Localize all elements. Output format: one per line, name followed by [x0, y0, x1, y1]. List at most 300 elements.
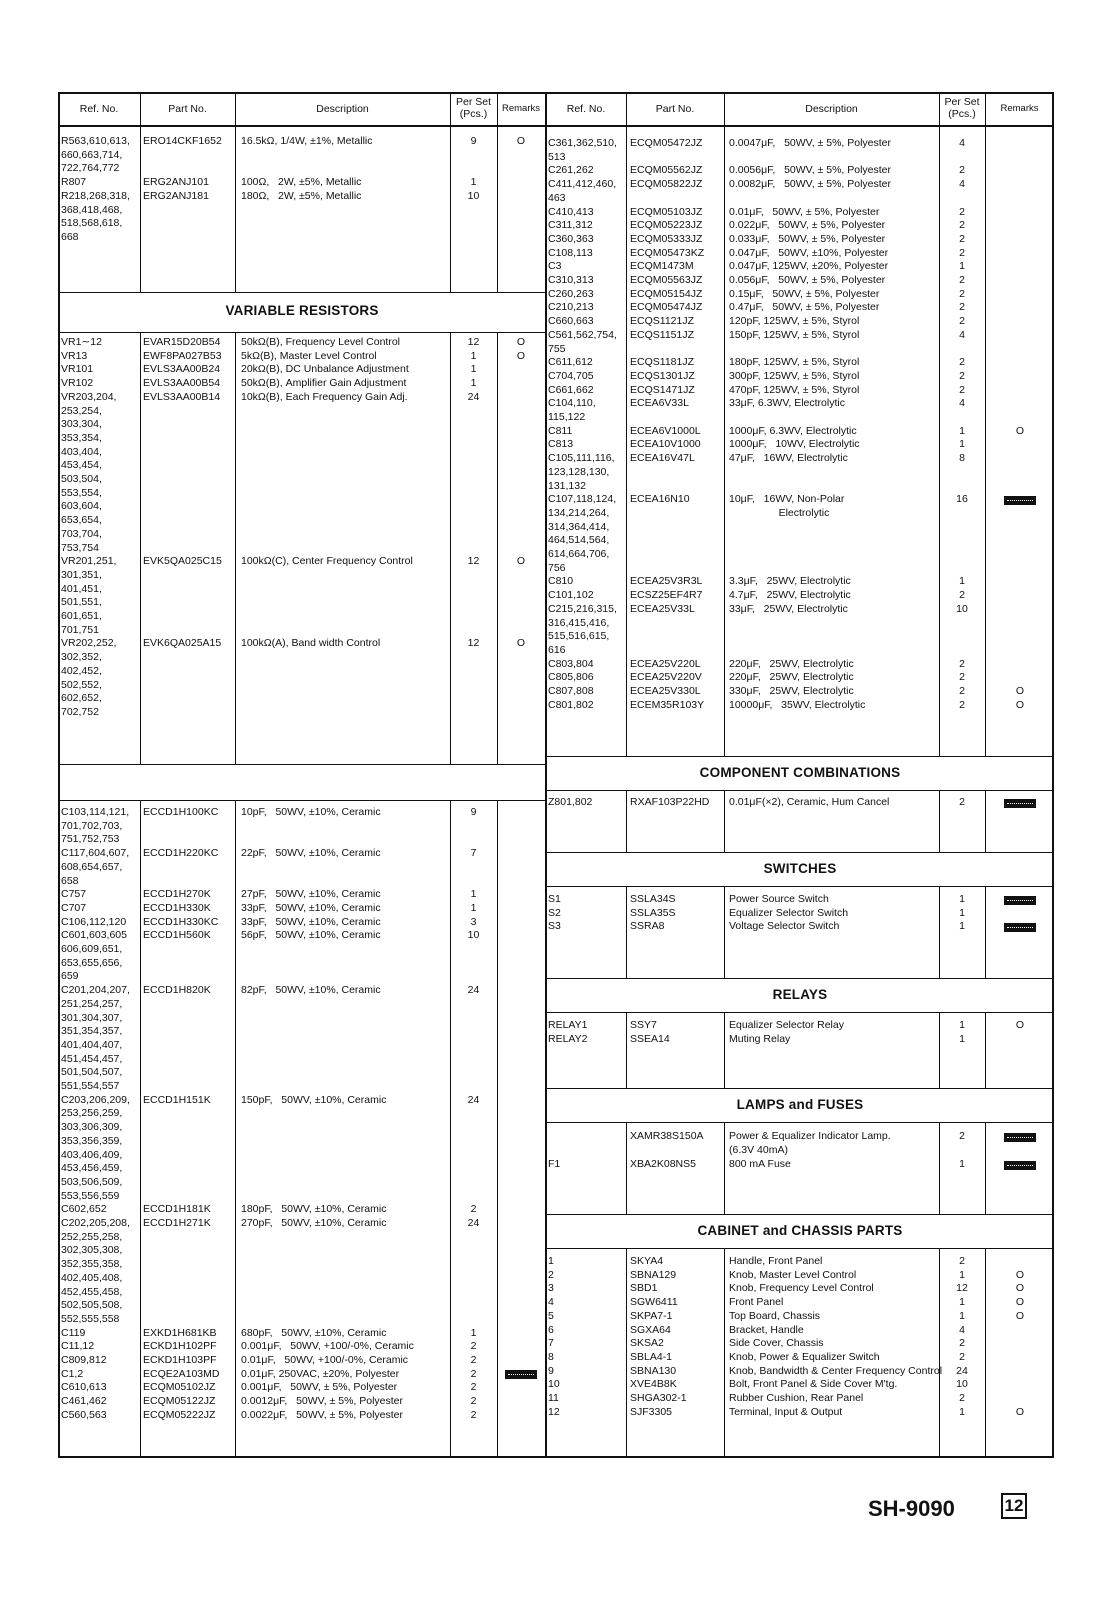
- cap-row-ref: C560,563: [61, 1408, 107, 1421]
- cap-row-right-remark: O: [1015, 698, 1025, 711]
- cap-row-right-part: ECQS1121JZ: [630, 315, 694, 328]
- switch-row-part: SSRA8: [630, 920, 665, 933]
- cap-row-right-part: ECEA25V3R3L: [630, 575, 703, 588]
- cabinet-row-desc: Bracket, Handle: [729, 1323, 804, 1336]
- cap-row-safety-mark: [497, 1369, 545, 1383]
- cap-row-right-desc: 0.0082μF, 50WV, ± 5%, Polyester: [729, 178, 892, 191]
- cap-row-ref: C203,206,209, 253,256,259, 303,306,309, 353,356,359, 403,406,409, 453,456,459, 503,506,509, 553,556,559: [61, 1093, 130, 1202]
- vr-row-ref: VR1∼12: [61, 336, 102, 348]
- cap-row-right-desc: 330μF, 25WV, Electrolytic: [729, 685, 854, 697]
- vr-row-desc: 20kΩ(B), DC Unbalance Adjustment: [241, 363, 409, 376]
- cabinet-row-part: XVE4B8K: [630, 1378, 677, 1391]
- vr-row-qty: 12: [467, 637, 480, 650]
- cabinet-row-desc: Side Cover, Chassis: [729, 1337, 824, 1350]
- vr-row-qty: 24: [467, 390, 480, 403]
- cap-row-qty: 1: [470, 1326, 477, 1339]
- combo-row-safety-mark: [988, 797, 1052, 811]
- header-remarks: Remarks: [501, 103, 540, 114]
- cap-row-right-qty: 2: [959, 369, 965, 382]
- cabinet-row-qty: 1: [959, 1296, 965, 1309]
- cap-row-right-qty: 2: [959, 246, 965, 259]
- header-description: Description: [316, 103, 369, 115]
- lamp-row-safety-mark: [988, 1131, 1052, 1145]
- cap-row-right-desc: 0.01μF, 50WV, ± 5%, Polyester: [729, 205, 880, 218]
- vr-row-ref: VR102: [61, 377, 94, 390]
- vr-row-ref: VR101: [61, 363, 94, 376]
- vr-row-qty: 1: [470, 377, 477, 390]
- cabinet-row-qty: 1: [959, 1309, 965, 1322]
- cap-row-desc: 56pF, 50WV, ±10%, Ceramic: [241, 929, 381, 942]
- cap-row-right-desc: 470pF, 125WV, ± 5%, Styrol: [729, 383, 860, 396]
- switch-row-safety-mark: [988, 921, 1052, 935]
- lamp-row-desc: Power & Equalizer Indicator Lamp. (6.3V 40mA): [729, 1130, 891, 1156]
- cap-row-qty: 10: [467, 929, 480, 942]
- cabinet-row-desc: Terminal, Input & Output: [729, 1405, 843, 1418]
- cap-row-part: ECCD1H330KC: [143, 915, 219, 928]
- header-ref-no: Ref. No.: [79, 103, 119, 115]
- cap-row-desc: 0.001μF, 50WV, +100/-0%, Ceramic: [241, 1340, 414, 1353]
- cap-row-right-ref: C805,806: [548, 671, 594, 684]
- resistor-row-desc: 180Ω, 2W, ±5%, Metallic: [241, 189, 362, 202]
- cap-row-right-remark: O: [1015, 685, 1025, 697]
- cabinet-row-ref: 11: [548, 1392, 559, 1404]
- cap-row-part: ECCD1H270K: [143, 888, 211, 901]
- switch-row-ref: S2: [548, 906, 561, 919]
- cap-row-ref: C202,205,208, 252,255,258, 302,305,308, 352,355,358, 402,405,408, 452,455,458, 502,505,508, 552,555,558: [61, 1217, 130, 1325]
- safety-mark-icon: [1004, 496, 1036, 505]
- cabinet-row-desc: Knob, Bandwidth & Center Frequency Control: [729, 1364, 943, 1377]
- cabinet-row-ref: 9: [548, 1364, 554, 1377]
- switch-row-qty: 1: [959, 906, 965, 919]
- cap-row-right-qty: 2: [959, 205, 965, 218]
- header-per-set: Per Set (Pcs.): [455, 96, 492, 120]
- lamp-row-part: XAMR38S150A: [630, 1130, 704, 1142]
- cap-row-part: ECQE2A103MD: [143, 1367, 220, 1380]
- cap-row-right-desc: 47μF, 16WV, Electrolytic: [729, 452, 848, 465]
- cap-row-qty: 1: [470, 901, 477, 914]
- cap-row-right-part: ECQM05472JZ: [630, 137, 703, 149]
- cap-row-qty: 2: [470, 1354, 477, 1366]
- cabinet-row-ref: 12: [548, 1405, 560, 1418]
- resistor-row-qty: 9: [470, 135, 477, 147]
- cap-row-right-desc: 220μF, 25WV, Electrolytic: [729, 671, 854, 684]
- vr-row-ref: VR13: [61, 349, 88, 362]
- resistor-row-ref: R218,268,318, 368,418,468, 518,568,618, 668: [61, 189, 130, 243]
- cap-row-right-ref: C661,662: [548, 383, 594, 396]
- cap-row-right-part: ECEA6V33L: [630, 397, 689, 410]
- cabinet-row-desc: Knob, Frequency Level Control: [729, 1282, 874, 1295]
- cap-row-desc: 0.0022μF, 50WV, ± 5%, Polyester: [241, 1408, 404, 1421]
- resistor-row-ref: R807: [61, 176, 87, 189]
- cap-row-qty: 24: [467, 984, 480, 997]
- resistor-row-qty: 10: [467, 189, 480, 202]
- model-number: SH-9090: [868, 1496, 955, 1521]
- vr-row-remark: O: [516, 349, 526, 362]
- cabinet-row-desc: Bolt, Front Panel & Side Cover M'tg.: [729, 1378, 898, 1391]
- cap-row-part: ECCD1H330K: [143, 901, 211, 914]
- vr-row-qty: 1: [470, 363, 477, 376]
- switch-row-desc: Power Source Switch: [729, 893, 829, 905]
- cabinet-row-qty: 2: [959, 1337, 965, 1350]
- cap-row-qty: 7: [470, 847, 477, 860]
- cap-row-ref: C106,112,120: [61, 915, 127, 928]
- cap-row-right-ref: C810: [548, 575, 574, 588]
- cap-row-right-qty: 2: [959, 301, 965, 314]
- cap-row-part: ECQM05102JZ: [143, 1381, 216, 1394]
- cap-row-right-desc: 150pF, 125WV, ± 5%, Styrol: [729, 328, 860, 341]
- cap-row-desc: 82pF, 50WV, ±10%, Ceramic: [241, 984, 381, 997]
- fuse-row-ref: F1: [548, 1158, 561, 1170]
- cap-row-right-part: ECQM05103JZ: [630, 205, 703, 218]
- cap-row-right-desc: 0.047μF, 50WV, ±10%, Polyester: [729, 246, 889, 259]
- vr-row-ref: VR201,251, 301,351, 401,451, 501,551, 601,651, 701,751: [61, 555, 117, 636]
- vr-row-qty: 1: [470, 349, 477, 362]
- header-ref-no-right: Ref. No.: [566, 103, 606, 115]
- cap-row-ref: C610,613: [61, 1381, 107, 1394]
- cap-row-qty: 2: [470, 1367, 477, 1380]
- cap-row-right-qty: 2: [959, 356, 965, 369]
- cap-row-right-desc: 0.033μF, 50WV, ± 5%, Polyester: [729, 232, 886, 245]
- cap-row-ref: C103,114,121, 701,702,703, 751,752,753: [61, 806, 130, 846]
- cap-row-right-desc: 300pF, 125WV, ± 5%, Styrol: [729, 369, 860, 382]
- cabinet-row-qty: 12: [956, 1282, 968, 1295]
- cabinet-row-part: SKSA2: [630, 1337, 664, 1350]
- switches-title: SWITCHES: [763, 861, 837, 876]
- cap-row-qty: 2: [470, 1395, 477, 1408]
- cabinet-row-part: SBLA4-1: [630, 1350, 673, 1363]
- cap-row-right-ref: C215,216,315, 316,415,416, 515,516,615, 616: [548, 602, 617, 656]
- cap-row-right-qty: 2: [959, 383, 965, 396]
- cap-row-desc: 180pF, 50WV, ±10%, Ceramic: [241, 1203, 387, 1216]
- cabinet-row-qty: 10: [956, 1378, 968, 1391]
- cap-row-right-qty: 2: [959, 698, 965, 711]
- cap-row-right-part: ECQM05822JZ: [630, 178, 703, 191]
- cap-row-part: ECQM05122JZ: [143, 1395, 216, 1408]
- cap-row-ref: C461,462: [61, 1395, 107, 1408]
- cap-row-right-qty: 16: [956, 493, 968, 506]
- cabinet-row-qty: 2: [959, 1255, 965, 1267]
- vr-row-remark: O: [516, 336, 526, 348]
- vr-row-desc: 50kΩ(B), Frequency Level Control: [241, 336, 401, 348]
- relay-row-desc: Equalizer Selector Relay: [729, 1019, 844, 1031]
- cap-row-right-part: ECSZ25EF4R7: [630, 589, 703, 602]
- cap-row-ref: C11,12: [61, 1340, 95, 1353]
- cap-row-qty: 2: [470, 1381, 477, 1394]
- cabinet-row-qty: 24: [956, 1364, 968, 1377]
- cabinet-row-desc: Top Board, Chassis: [729, 1309, 821, 1322]
- cap-row-right-ref: C813: [548, 438, 574, 451]
- combo-row-part: RXAF103P22HD: [630, 796, 710, 808]
- cap-row-part: ECCD1H151K: [143, 1093, 211, 1106]
- cap-row-right-qty: 2: [959, 315, 965, 328]
- cabinet-row-qty: 2: [959, 1392, 965, 1404]
- cap-row-right-ref: C611,612: [548, 356, 593, 369]
- cap-row-ref: C707: [61, 901, 87, 914]
- cap-row-right-qty: 4: [959, 328, 965, 341]
- cabinet-row-part: SGW6411: [630, 1296, 678, 1309]
- cap-row-right-qty: 10: [956, 602, 968, 615]
- switch-row-desc: Voltage Selector Switch: [729, 920, 840, 933]
- fuse-row-part: XBA2K08NS5: [630, 1158, 696, 1170]
- cap-row-right-desc: 4.7μF, 25WV, Electrolytic: [729, 589, 851, 602]
- header-divider: [58, 125, 1054, 127]
- safety-mark-icon: [1004, 1133, 1036, 1142]
- safety-mark-icon: [1004, 923, 1036, 932]
- cap-row-right-qty: 1: [959, 260, 965, 273]
- relay-row-qty: 1: [959, 1032, 965, 1045]
- cabinet-row-ref: 4: [548, 1296, 554, 1309]
- cap-row-right-ref: C101,102: [548, 589, 594, 602]
- relays-title: RELAYS: [772, 987, 828, 1002]
- safety-mark-icon: [1004, 799, 1036, 808]
- vr-row-part: EVAR15D20B54: [143, 336, 221, 348]
- cap-row-right-ref: C108,113: [548, 246, 593, 259]
- relay-row-desc: Muting Relay: [729, 1032, 791, 1045]
- cap-row-right-ref: C261,262: [548, 164, 594, 177]
- cap-row-right-remark: O: [1015, 424, 1025, 437]
- combo-row-qty: 2: [959, 796, 965, 808]
- cap-row-part: ECCD1H220KC: [143, 847, 219, 860]
- combo-row-desc: 0.01μF(×2), Ceramic, Hum Cancel: [729, 796, 890, 808]
- cap-row-right-ref: C660,663: [548, 315, 594, 328]
- cap-row-right-desc: 0.15μF, 50WV, ± 5%, Polyester: [729, 287, 880, 300]
- lamps-fuses-title: LAMPS and FUSES: [736, 1097, 864, 1112]
- cap-row-right-desc: 180pF, 125WV, ± 5%, Styrol: [729, 356, 860, 369]
- combo-row-ref: Z801,802: [548, 796, 593, 808]
- cabinet-row-remark: O: [1015, 1282, 1025, 1295]
- cap-row-right-desc: 120pF, 125WV, ± 5%, Styrol: [729, 315, 860, 328]
- cabinet-row-qty: 1: [959, 1405, 965, 1418]
- vr-row-part: EVLS3AA00B24: [143, 363, 221, 376]
- cap-row-right-safety-mark: [988, 494, 1052, 508]
- cap-row-right-ref: C561,562,754, 755: [548, 328, 617, 355]
- cabinet-row-ref: 1: [548, 1255, 554, 1267]
- cap-row-right-qty: 2: [959, 274, 965, 286]
- relay-row-part: SSEA14: [630, 1032, 670, 1045]
- cap-row-ref: C809,812: [61, 1354, 107, 1366]
- cap-row-right-ref: C311,312: [548, 219, 593, 232]
- cabinet-row-desc: Handle, Front Panel: [729, 1255, 823, 1267]
- cap-row-right-qty: 1: [959, 575, 965, 588]
- cap-row-right-part: ECEA16V47L: [630, 452, 695, 465]
- switch-row-qty: 1: [959, 893, 965, 905]
- vr-row-desc: 10kΩ(B), Each Frequency Gain Adj.: [241, 390, 408, 403]
- cap-row-right-desc: 1000μF, 10WV, Electrolytic: [729, 438, 860, 451]
- cap-row-right-part: ECQM1473M: [630, 260, 694, 273]
- cap-row-right-qty: 4: [959, 397, 965, 410]
- page-number: 12: [1001, 1493, 1027, 1519]
- cabinet-row-desc: Rubber Cushion, Rear Panel: [729, 1392, 864, 1404]
- cap-row-right-desc: 0.047μF, 125WV, ±20%, Polyester: [729, 260, 889, 273]
- header-remarks-right: Remarks: [1000, 103, 1039, 114]
- cap-row-right-ref: C310,313: [548, 274, 594, 286]
- cabinet-row-remark: O: [1015, 1309, 1025, 1322]
- safety-mark-icon: [1004, 896, 1036, 905]
- header-description-right: Description: [805, 103, 858, 115]
- cap-row-right-qty: 2: [959, 219, 965, 232]
- cap-row-right-qty: 8: [959, 452, 965, 465]
- cap-row-right-desc: 0.47μF, 50WV, ± 5%, Polyester: [729, 301, 880, 314]
- cabinet-row-desc: Knob, Power & Equalizer Switch: [729, 1350, 880, 1363]
- cap-row-right-part: ECQM05563JZ: [630, 274, 703, 286]
- vr-row-qty: 12: [467, 336, 480, 348]
- cabinet-row-part: SGXA64: [630, 1323, 671, 1336]
- vr-row-remark: O: [516, 637, 526, 650]
- switch-row-part: SSLA35S: [630, 906, 676, 919]
- vr-row-part: EVLS3AA00B54: [143, 377, 221, 390]
- vr-row-desc: 5kΩ(B), Master Level Control: [241, 349, 377, 362]
- cap-row-right-desc: 33μF, 25WV, Electrolytic: [729, 602, 848, 615]
- cap-row-right-desc: 0.056μF, 50WV, ± 5%, Polyester: [729, 274, 886, 286]
- cap-row-ref: C601,603,605 606,609,651, 653,655,656, 659: [61, 929, 127, 983]
- cabinet-row-ref: 8: [548, 1350, 554, 1363]
- cap-row-right-part: ECEA16N10: [630, 493, 690, 506]
- cap-row-right-part: ECEM35R103Y: [630, 698, 705, 711]
- switch-row-desc: Equalizer Selector Switch: [729, 906, 849, 919]
- header-part-no-right: Part No.: [655, 103, 695, 115]
- cap-row-right-desc: 0.022μF, 50WV, ± 5%, Polyester: [729, 219, 886, 232]
- cap-row-right-qty: 2: [959, 657, 965, 670]
- cap-row-ref: C201,204,207, 251,254,257, 301,304,307, 351,354,357, 401,404,407, 451,454,457, 501,504,507, 551,554,557: [61, 984, 130, 1093]
- cap-row-right-part: ECEA25V220L: [630, 657, 701, 670]
- cap-row-right-ref: C360,363: [548, 232, 594, 245]
- cabinet-row-remark: O: [1015, 1296, 1025, 1309]
- cap-row-right-part: ECEA25V33L: [630, 602, 695, 615]
- cap-row-right-ref: C410,413: [548, 205, 594, 218]
- cap-row-qty: 24: [467, 1217, 480, 1229]
- cap-row-desc: 0.0012μF, 50WV, ± 5%, Polyester: [241, 1395, 404, 1408]
- cap-row-right-desc: 220μF, 25WV, Electrolytic: [729, 657, 854, 670]
- cap-row-right-part: ECQM05473KZ: [630, 246, 705, 259]
- cap-row-right-part: ECQM05154JZ: [630, 287, 703, 300]
- cap-row-part: ECCD1H271K: [143, 1217, 211, 1229]
- cap-row-right-desc: 10μF, 16WV, Non-Polar Electrolytic: [729, 493, 845, 519]
- cap-row-right-ref: C704,705: [548, 369, 594, 382]
- cabinet-row-ref: 3: [548, 1282, 554, 1295]
- cap-row-desc: 270pF, 50WV, ±10%, Ceramic: [241, 1217, 387, 1229]
- cap-row-right-ref: C803,804: [548, 657, 594, 670]
- cap-row-desc: 0.01μF, 50WV, +100/-0%, Ceramic: [241, 1354, 409, 1366]
- cabinet-chassis-title: CABINET and CHASSIS PARTS: [697, 1223, 903, 1238]
- cabinet-row-ref: 10: [548, 1378, 560, 1391]
- cap-row-right-part: ECQS1301JZ: [630, 369, 695, 382]
- cap-row-desc: 22pF, 50WV, ±10%, Ceramic: [241, 847, 381, 860]
- cap-row-right-part: ECQS1151JZ: [630, 328, 694, 341]
- cabinet-row-qty: 2: [959, 1350, 965, 1363]
- cap-row-desc: 33pF, 50WV, ±10%, Ceramic: [241, 915, 381, 928]
- cap-row-qty: 24: [467, 1093, 480, 1106]
- cap-row-right-ref: C260,263: [548, 287, 594, 300]
- cabinet-row-remark: O: [1015, 1405, 1025, 1418]
- vr-row-ref: VR202,252, 302,352, 402,452, 502,552, 602,652, 702,752: [61, 637, 117, 718]
- fuse-row-safety-mark: [988, 1159, 1052, 1173]
- cap-row-right-ref: C801,802: [548, 698, 594, 711]
- cabinet-row-ref: 6: [548, 1323, 554, 1336]
- resistor-row-desc: 100Ω, 2W, ±5%, Metallic: [241, 176, 362, 189]
- cap-row-right-part: ECQM05223JZ: [630, 219, 703, 232]
- header-part-no: Part No.: [168, 103, 207, 115]
- cap-row-right-qty: 2: [959, 685, 965, 697]
- cap-row-qty: 2: [470, 1203, 477, 1216]
- cap-row-part: ECKD1H102PF: [143, 1340, 217, 1353]
- safety-mark-icon: [1004, 1161, 1036, 1170]
- cabinet-row-ref: 2: [548, 1268, 554, 1281]
- switch-row-ref: S1: [548, 893, 561, 905]
- cap-row-qty: 2: [470, 1340, 477, 1353]
- relay-row-ref: RELAY2: [548, 1032, 588, 1045]
- resistor-row-part: ERG2ANJ181: [143, 189, 209, 202]
- switch-row-qty: 1: [959, 920, 965, 933]
- relay-row-ref: RELAY1: [548, 1019, 588, 1031]
- cabinet-row-part: SJF3305: [630, 1405, 673, 1418]
- vr-row-ref: VR203,204, 253,254, 303,304, 353,354, 403,404, 453,454, 503,504, 553,554, 603,604, 653,654, 703,704, 753,754: [61, 390, 117, 554]
- cap-row-right-ref: C811: [548, 424, 573, 437]
- relay-row-part: SSY7: [630, 1019, 657, 1031]
- cap-row-desc: 0.01μF, 250VAC, ±20%, Polyester: [241, 1367, 400, 1380]
- cap-row-ref: C117,604,607, 608,654,657, 658: [61, 847, 130, 887]
- cap-row-right-part: ECEA10V1000: [630, 438, 701, 451]
- cap-row-right-qty: 1: [959, 438, 965, 451]
- cabinet-row-remark: O: [1015, 1268, 1025, 1281]
- cap-row-right-qty: 1: [959, 424, 965, 437]
- cap-row-right-desc: 33μF, 6.3WV, Electrolytic: [729, 397, 845, 410]
- switch-row-ref: S3: [548, 920, 561, 933]
- cap-row-part: EXKD1H681KB: [143, 1326, 217, 1339]
- cap-row-right-part: ECEA25V220V: [630, 671, 702, 684]
- cap-row-desc: 33pF, 50WV, ±10%, Ceramic: [241, 901, 381, 914]
- cap-row-right-ref: C107,118,124, 134,214,264, 314,364,414, 464,514,564, 614,664,706, 756: [548, 493, 617, 574]
- cap-row-part: ECKD1H103PF: [143, 1354, 217, 1366]
- vr-row-qty: 12: [467, 555, 480, 568]
- cap-row-right-part: ECQM05474JZ: [630, 301, 703, 314]
- cap-row-desc: 10pF, 50WV, ±10%, Ceramic: [241, 806, 381, 818]
- cap-row-right-ref: C361,362,510, 513: [548, 137, 617, 163]
- vr-row-remark: O: [516, 555, 526, 568]
- cap-row-right-part: ECEA25V330L: [630, 685, 701, 697]
- safety-mark-icon: [505, 1370, 537, 1379]
- cabinet-row-part: SHGA302-1: [630, 1392, 687, 1404]
- relay-row-remark: O: [1015, 1019, 1025, 1031]
- vr-row-desc: 50kΩ(B), Amplifier Gain Adjustment: [241, 377, 407, 390]
- fuse-row-qty: 1: [959, 1158, 965, 1170]
- fuse-row-desc: 800 mA Fuse: [729, 1158, 791, 1170]
- cap-row-qty: 3: [470, 915, 477, 928]
- cabinet-row-qty: 4: [959, 1323, 965, 1336]
- cap-row-right-qty: 2: [959, 671, 965, 684]
- cap-row-right-part: ECQS1181JZ: [630, 356, 694, 369]
- resistor-row-ref: R563,610,613, 660,663,714, 722,764,772: [61, 135, 130, 175]
- cap-row-desc: 27pF, 50WV, ±10%, Ceramic: [241, 888, 381, 901]
- cabinet-row-part: SBD1: [630, 1282, 658, 1295]
- cap-row-right-part: ECQM05333JZ: [630, 232, 703, 245]
- cap-row-ref: C1,2: [61, 1367, 84, 1380]
- cap-row-part: ECCD1H560K: [143, 929, 211, 942]
- vr-row-desc: 100kΩ(C), Center Frequency Control: [241, 555, 413, 568]
- cap-row-right-part: ECQS1471JZ: [630, 383, 695, 396]
- resistor-row-part: ERG2ANJ101: [143, 176, 209, 189]
- component-combinations-title: COMPONENT COMBINATIONS: [699, 765, 901, 780]
- cap-row-right-desc: 0.0047μF, 50WV, ± 5%, Polyester: [729, 137, 892, 149]
- vr-row-part: EWF8PA027B53: [143, 349, 222, 362]
- cap-row-ref: C602,652: [61, 1203, 107, 1216]
- cabinet-row-desc: Knob, Master Level Control: [729, 1268, 857, 1281]
- cap-row-right-desc: 3.3μF, 25WV, Electrolytic: [729, 575, 851, 588]
- cap-row-right-ref: C411,412,460, 463: [548, 178, 617, 204]
- cap-row-right-ref: C104,110, 115,122: [548, 397, 596, 423]
- cap-row-right-ref: C3: [548, 260, 562, 273]
- resistor-row-desc: 16.5kΩ, 1/4W, ±1%, Metallic: [241, 135, 373, 147]
- cap-row-part: ECCD1H181K: [143, 1203, 211, 1216]
